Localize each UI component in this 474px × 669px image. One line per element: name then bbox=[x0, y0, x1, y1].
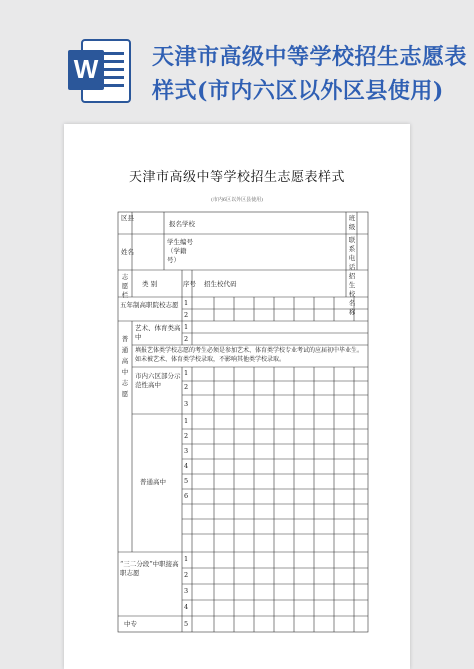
label-class: 班级 bbox=[348, 214, 356, 231]
row-number-1: 1 bbox=[184, 323, 189, 331]
document-page bbox=[64, 124, 410, 669]
row-number-3: 3 bbox=[184, 447, 189, 455]
label-name: 姓名 bbox=[121, 248, 134, 256]
row-number-6: 6 bbox=[184, 492, 189, 500]
page-header bbox=[0, 0, 474, 120]
row-number-2: 2 bbox=[184, 383, 189, 391]
word-icon-letter: W bbox=[73, 54, 99, 84]
label-five-year: 五年制高职院校志愿 bbox=[120, 301, 179, 309]
row-number-1: 1 bbox=[184, 369, 189, 377]
row-number-4: 4 bbox=[184, 462, 189, 470]
row-number-2: 2 bbox=[184, 432, 189, 440]
label-category: 类 别 bbox=[142, 280, 158, 288]
row-number-5: 5 bbox=[184, 620, 189, 628]
document-title: 天津市高级中等学校招生志愿表样式 bbox=[128, 170, 345, 185]
label-three-two: “三二分段”中职接高职志愿 bbox=[120, 560, 179, 577]
document-subtitle: (市内6区以外区县使用) bbox=[210, 197, 264, 203]
label-district: 区县 bbox=[121, 214, 134, 222]
label-wish-column: 志愿栏 bbox=[121, 273, 129, 299]
label-district-demo: 市内六区部分示范性高中 bbox=[135, 372, 181, 389]
header-title: 天津市高级中等学校招生志愿表样式(市内六区以外区县使用) bbox=[152, 44, 468, 104]
row-number-1: 1 bbox=[184, 555, 189, 563]
label-school: 报名学校 bbox=[169, 220, 195, 228]
label-general-high: 普通高中志愿 bbox=[121, 335, 129, 398]
label-arts-sports: 艺术、体育类高中 bbox=[135, 324, 181, 341]
row-number-5: 5 bbox=[184, 477, 189, 485]
row-number-4: 4 bbox=[184, 603, 189, 611]
row-number-2: 2 bbox=[184, 311, 189, 319]
row-number-3: 3 bbox=[184, 587, 189, 595]
label-school-name: 招生校名称 bbox=[348, 272, 356, 316]
notice-text: 填报艺体类学校志愿的考生必须是参加艺术、体育类学校专业考试的应届初中毕业生。如未被艺术、体育类学校录取，不影响其他类学校录取。 bbox=[135, 347, 364, 363]
row-number-1: 1 bbox=[184, 299, 189, 307]
label-secondary: 中专 bbox=[124, 620, 137, 628]
word-document-icon bbox=[68, 38, 132, 104]
label-order: 序号 bbox=[183, 280, 196, 288]
label-phone: 联系电话 bbox=[348, 236, 356, 271]
row-number-2: 2 bbox=[184, 571, 189, 579]
label-school-code: 招生校代码 bbox=[204, 280, 237, 288]
row-number-3: 3 bbox=[184, 400, 189, 408]
row-number-1: 1 bbox=[184, 417, 189, 425]
form-grid bbox=[64, 124, 410, 669]
label-general-school: 普通高中 bbox=[140, 478, 166, 486]
row-number-2: 2 bbox=[184, 335, 189, 343]
label-student-no: 学生编号（学籍号） bbox=[167, 238, 193, 264]
